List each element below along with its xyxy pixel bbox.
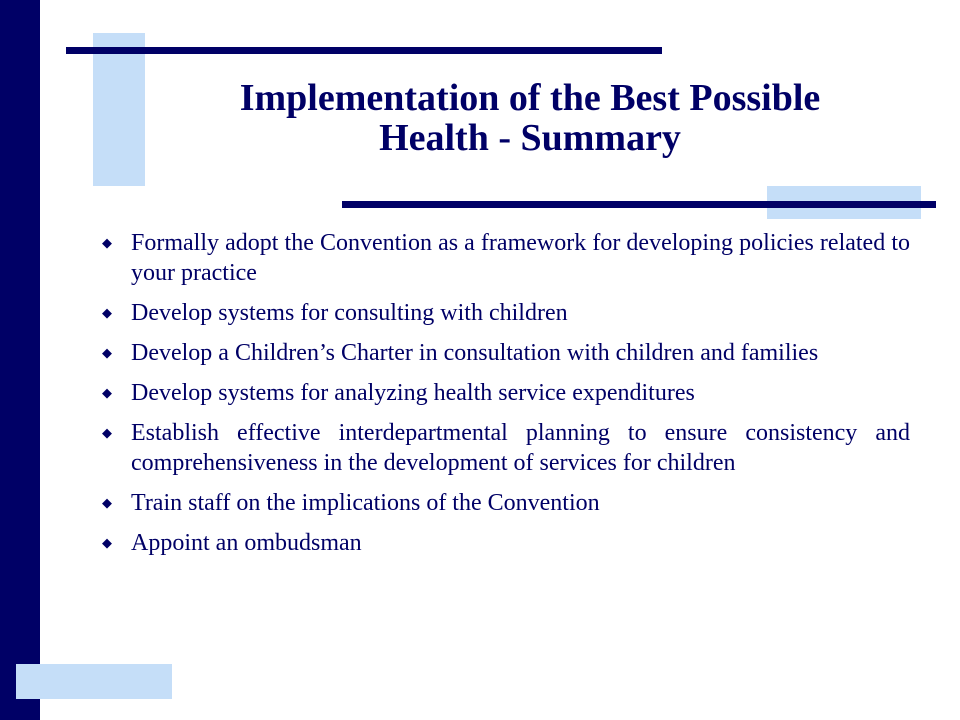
bullet-text: Develop a Children’s Charter in consultation with children and families xyxy=(131,340,819,366)
bullet-item xyxy=(100,298,910,328)
bullet-item xyxy=(100,528,910,558)
slide-title-line2: Health - Summary xyxy=(379,117,681,159)
bullet-text: Train staff on the implications of the Convention xyxy=(131,490,600,516)
bullet-text: Establish effective interdepartmental planning to ensure consistency and comprehensiveness in the development of services for children xyxy=(131,420,910,476)
diamond-bullet-icon: ◆ xyxy=(102,425,112,440)
bullet-text: Formally adopt the Convention as a framework for developing policies related to your practice xyxy=(131,230,910,286)
bullet-item xyxy=(100,228,910,288)
title-rule-top xyxy=(66,47,662,54)
bullet-item xyxy=(100,338,910,368)
diamond-bullet-icon: ◆ xyxy=(102,385,112,400)
accent-block-top-left xyxy=(93,33,145,186)
diamond-bullet-icon: ◆ xyxy=(102,535,112,550)
diamond-bullet-icon: ◆ xyxy=(102,305,112,320)
diamond-bullet-icon: ◆ xyxy=(102,345,112,360)
bullet-list xyxy=(100,228,910,568)
slide-title-line1: Implementation of the Best Possible xyxy=(239,77,821,119)
bullet-text: Develop systems for analyzing health service expenditures xyxy=(131,380,695,406)
title-rule-bottom xyxy=(342,201,936,208)
bullet-text: Appoint an ombudsman xyxy=(131,530,362,556)
diamond-bullet-icon: ◆ xyxy=(102,495,112,510)
accent-block-bottom-left xyxy=(16,664,172,699)
left-navy-bar xyxy=(0,0,40,720)
bullet-item xyxy=(100,378,910,408)
slide-title xyxy=(150,78,910,158)
bullet-item xyxy=(100,418,910,478)
diamond-bullet-icon: ◆ xyxy=(102,235,112,250)
bullet-text: Develop systems for consulting with children xyxy=(131,300,568,326)
bullet-item xyxy=(100,488,910,518)
